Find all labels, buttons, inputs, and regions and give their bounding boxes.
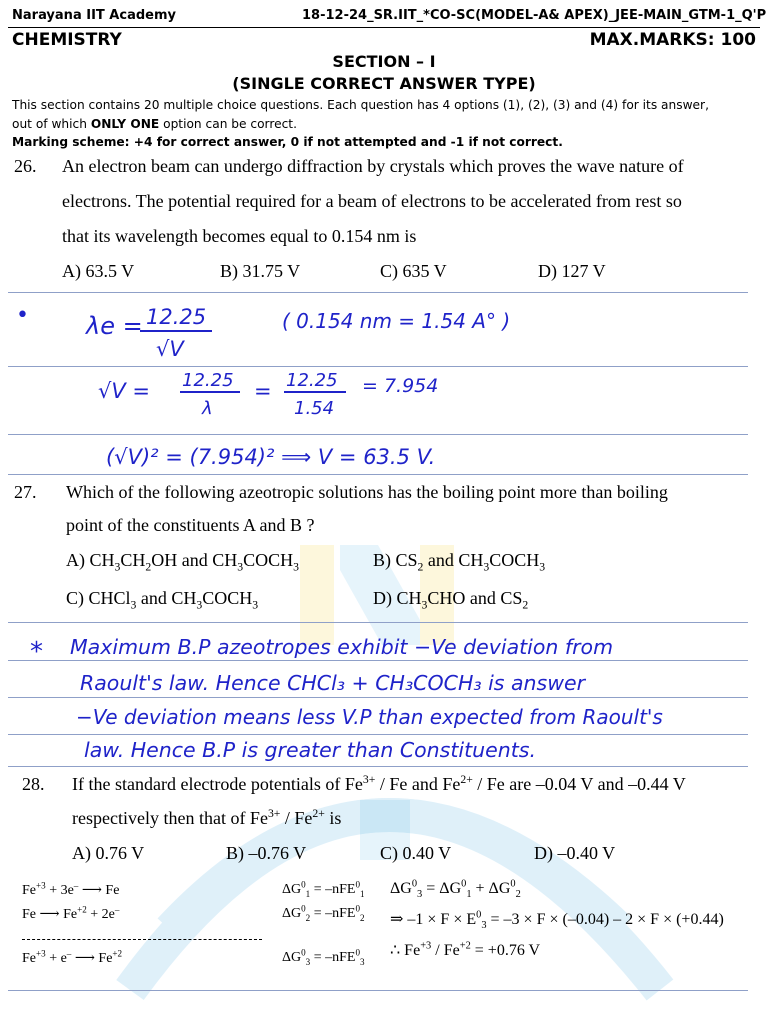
hand-frac-num: 12.25 [146,305,207,329]
section-subtitle: (SINGLE CORRECT ANSWER TYPE) [232,74,536,93]
hand-q27-line2: Raoult's law. Hence CHCl₃ + CH₃COCH₃ is answer [80,671,586,695]
note-line [8,990,748,991]
hand-frac2-num: 12.25 [286,370,338,391]
paper-code: 18-12-24_SR.IIT_*CO-SC(MODEL-A& APEX)_JEE-MAIN_GTM-1_Q'P [302,8,767,23]
q27-option-b: B) $CS_2$ and $CH_3COCH_3$ [373,550,546,574]
q26-option-c: C) 635 V [380,261,447,281]
gibbs-substitution: ⇒ $-1 \times F \times E^0_3 = -3 \times F \times (-0.04) - 2 \times F \times (+0.44)$ [390,909,724,932]
q27-option-c: C) CHCl$_3$ and $CH_3COCH_3$ [66,588,259,612]
hand-frac2-den: 1.54 [294,398,335,419]
hand-star: * [30,637,43,667]
marking-scheme: Marking scheme: +4 for correct answer, 0 if not attempted and -1 if not correct. [12,135,563,149]
q26-option-a: A) 63.5 V [62,261,135,281]
q28-option-b: B) –0.76 V [226,843,307,863]
hand-q27-line3: −Ve deviation means less V.P than expected from Raoult's [76,705,663,729]
q27-text-line1: Which of the following azeotropic solutions has the boiling point more than boiling [66,482,668,502]
hand-frac1-den: λ [202,398,213,419]
q28-option-d: D) –0.40 V [534,843,616,863]
gibbs-2: $\Delta G^0_2 = -nFE^0_2$ [282,903,365,923]
q27-text-line2: point of the constituents A and B ? [66,515,315,535]
reaction-3: $Fe^{+3} + e^-$ ⟶ $Fe^{+2}$ [22,948,123,966]
q26-option-b: B) 31.75 V [220,261,301,281]
q28-text-line1: If the standard electrode potentials of $Fe^{3+}$ / Fe and $Fe^{2+}$ / Fe are –0.04 V and –0.44 V [72,773,686,794]
gibbs-1: $\Delta G^0_1 = -nFE^0_1$ [282,879,365,899]
q28-number: 28. [22,774,45,794]
q26-text-line3: that its wavelength becomes equal to 0.154 nm is [62,226,417,246]
gibbs-3: $\Delta G^0_3 = -nFE^0_3$ [282,947,365,967]
hand-frac-den: √V [156,337,184,361]
q26-number: 26. [14,156,37,176]
section-intro-line1: This section contains 20 multiple choice questions. Each question has 4 options (1), (2), (3) and (4) for its answer, [12,98,709,112]
q28-text-line2: respectively then that of $Fe^{3+} / Fe^{2+}$ is [72,807,342,828]
hand-result: = 7.954 [362,375,439,397]
q27-option-d: D) $CH_3CHO$ and $CS_2$ [373,588,529,612]
hand-frac1-num: 12.25 [182,370,234,391]
hand-eq: = [254,379,272,403]
final-answer: ∴ $Fe^{+3} / Fe^{+2} = +0.76$ V [390,940,541,959]
hand-lambda-lhs: λe = [86,312,143,340]
q26-option-d: D) 127 V [538,261,606,281]
hand-q27-line1: Maximum B.P azeotropes exhibit −Ve deviation from [70,635,614,659]
q27-option-a: A) $CH_3CH_2OH$ and $CH_3COCH_3$ [66,550,299,574]
institute-name: Narayana IIT Academy [12,8,176,23]
q28-option-c: C) 0.40 V [380,843,452,863]
hand-last-line: (√V)² = (7.954)² ⟹ V = 63.5 V. [106,445,436,469]
reaction-2: Fe ⟶ $Fe^{+2} + 2e^-$ [22,904,120,922]
reaction-1: $Fe^{+3} + 3e^-$ ⟶ Fe [22,880,120,898]
hand-sqrt-v-eq: √V = [98,379,151,403]
subject-title: CHEMISTRY [12,30,122,50]
section-title: SECTION – I [332,52,436,71]
hand-q27-line4: law. Hence B.P is greater than Constituents. [84,738,536,762]
hand-bullet: • [16,303,29,328]
hand-paren-note: ( 0.154 nm = 1.54 A° ) [282,309,511,333]
q26-text-line2: electrons. The potential required for a beam of electrons to be accelerated from rest so [62,191,682,211]
q27-number: 27. [14,482,37,502]
q28-option-a: A) 0.76 V [72,843,145,863]
q26-text-line1: An electron beam can undergo diffraction by crystals which proves the wave nature of [62,156,684,176]
reaction-divider [22,939,262,940]
max-marks: MAX.MARKS: 100 [589,30,756,50]
gibbs-sum: $\Delta G^0_3 = \Delta G^0_1 + \Delta G^0_2$ [390,878,521,901]
section-intro-line2: out of which ONLY ONE option can be correct. [12,117,297,131]
